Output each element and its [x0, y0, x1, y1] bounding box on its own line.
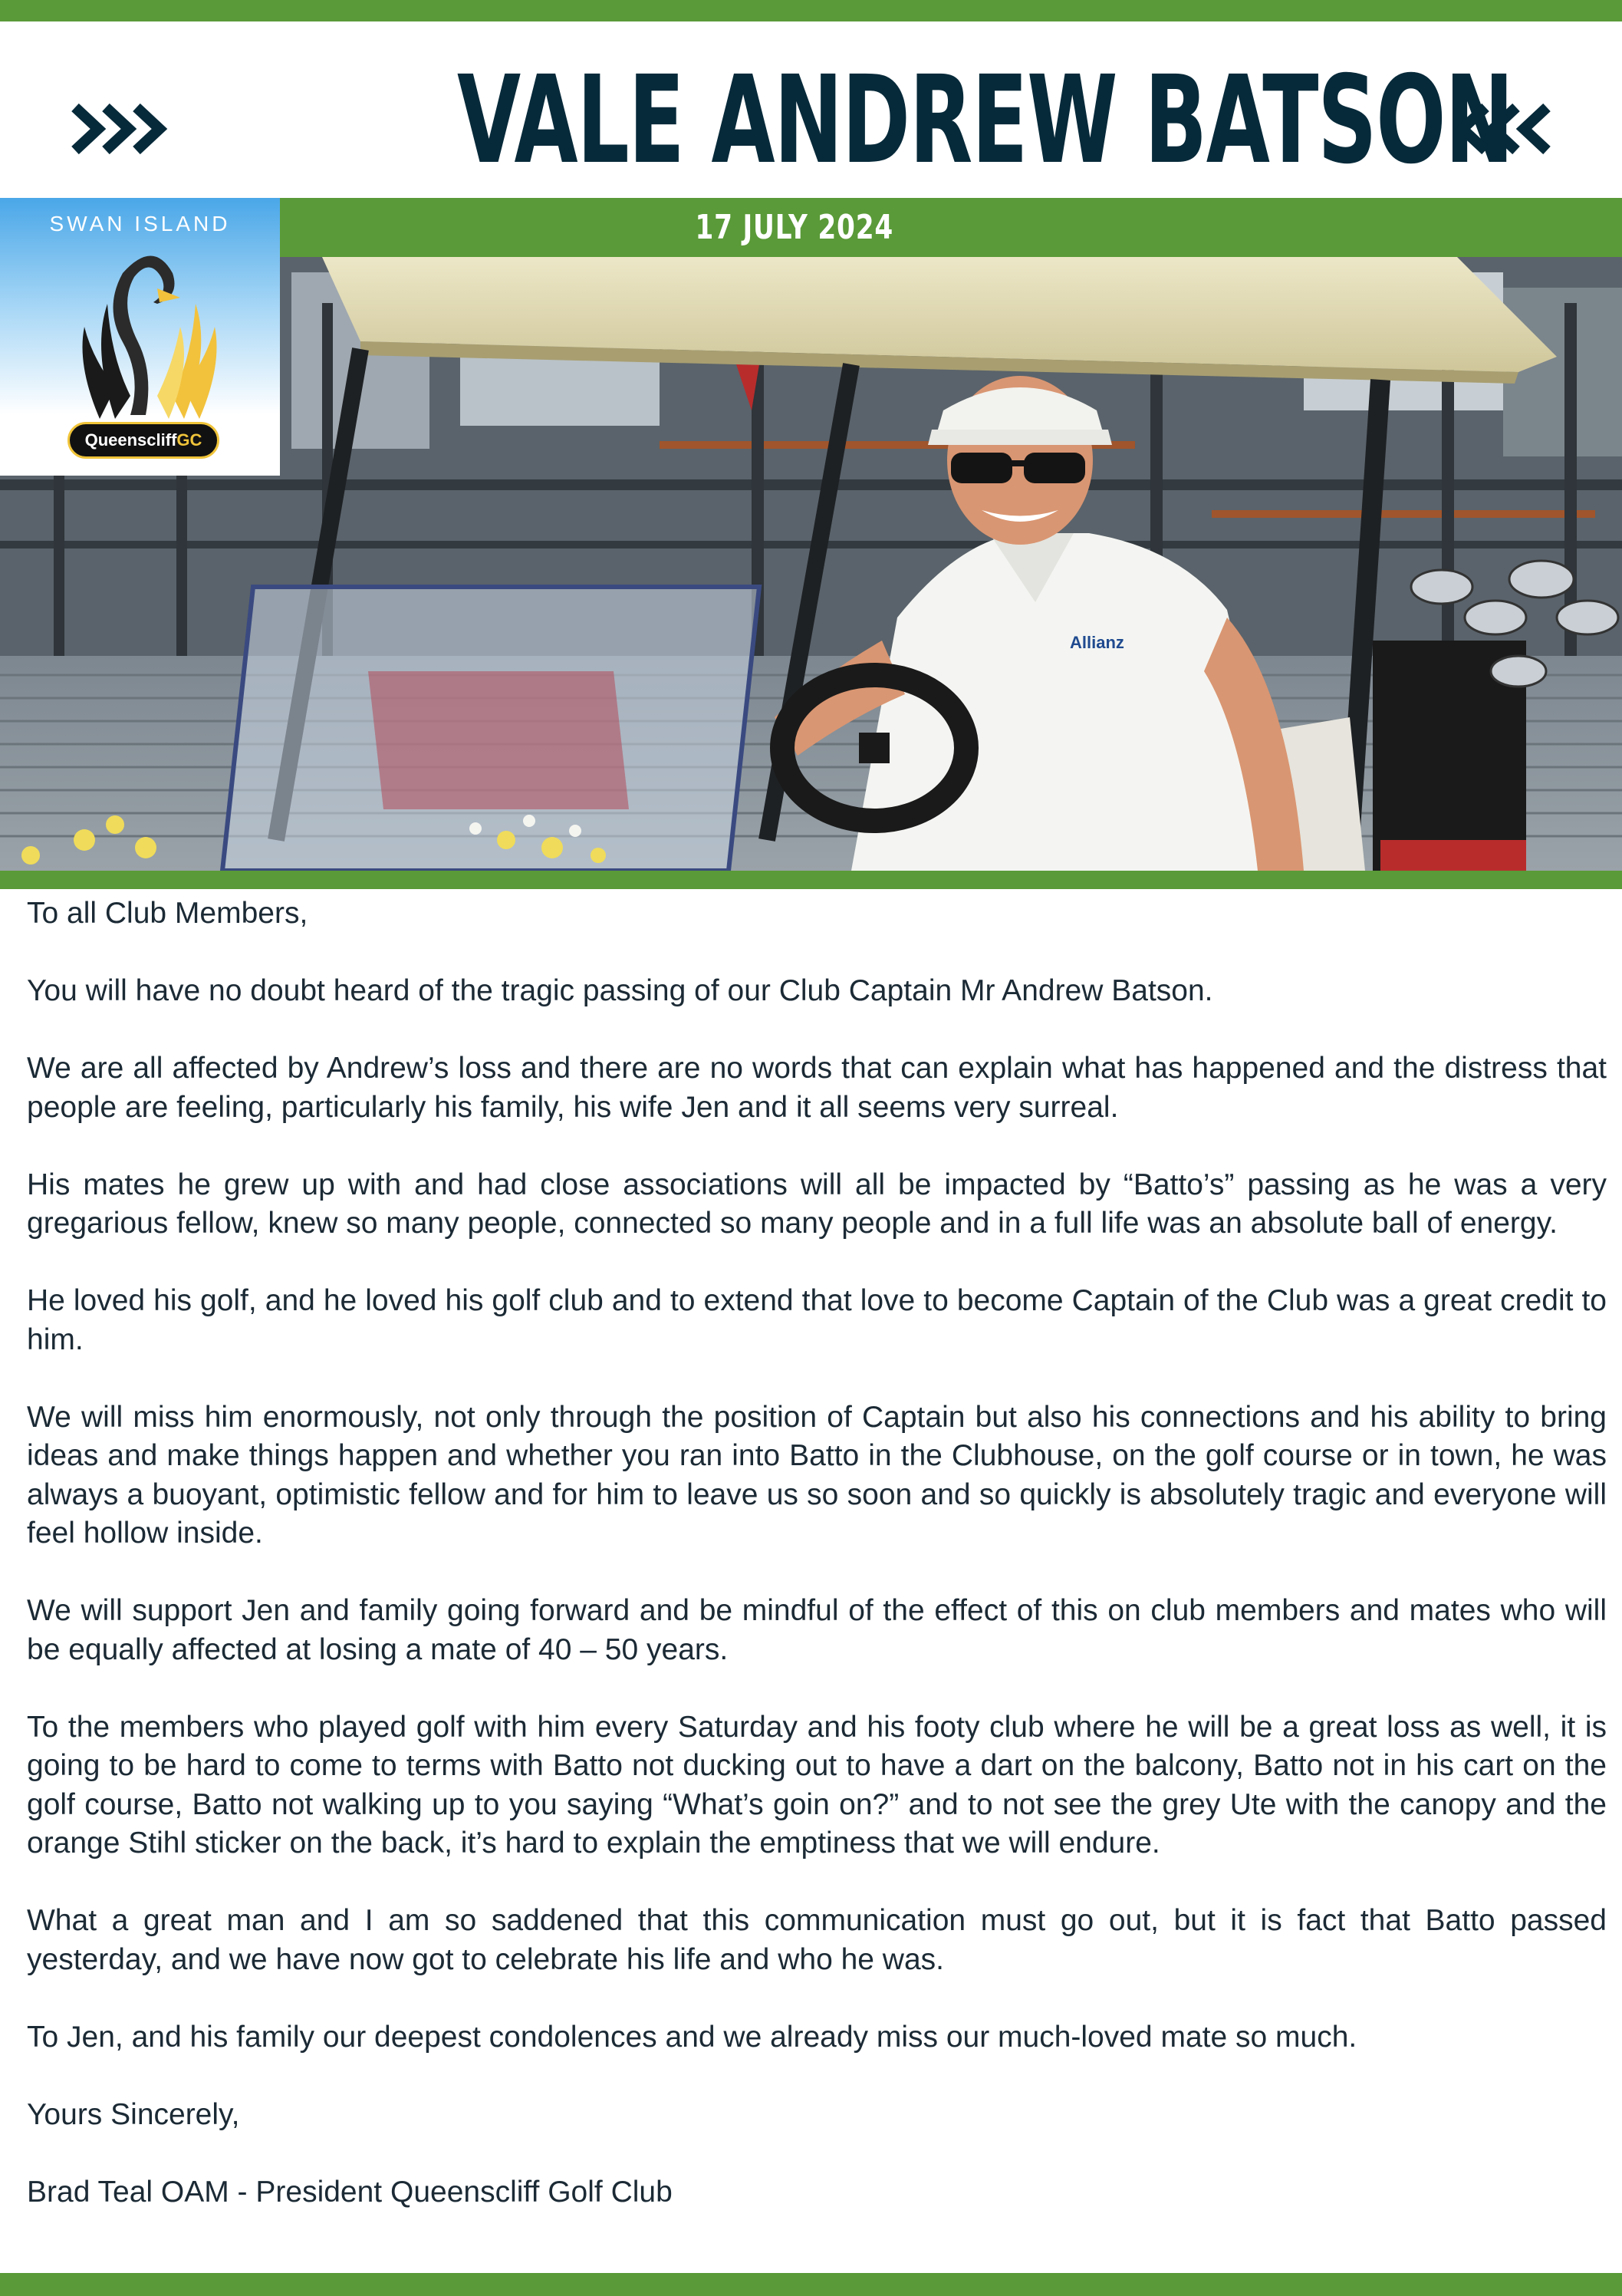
letter-closing: Yours Sincerely, — [27, 2097, 240, 2131]
letter-body — [27, 894, 1607, 2251]
logo-top-text: SWAN ISLAND — [49, 212, 231, 236]
letter-paragraph: We are all affected by Andrew’s loss and there are no words that can explain what has happened and the distress that people are feeling, particularly his family, his wife Jen and it all seems very surreal. — [27, 1052, 1607, 1124]
triple-chevron-left-icon — [1453, 98, 1553, 160]
letter-greeting: To all Club Members, — [27, 897, 308, 930]
bottom-accent-bar — [0, 2273, 1622, 2296]
club-logo — [0, 198, 280, 476]
letter-paragraph: We will support Jen and family going forward and be mindful of the effect of this on club members and mates who will be equally affected at losing a mate of 40 – 50 years. — [27, 1594, 1607, 1666]
letter-paragraph: We will miss him enormously, not only through the position of Captain but also his connections and his ability to bring ideas and make things happen and whether you ran into Batto in the Clubhouse, on the golf course or in town, he was always a buoyant, optimistic fellow and for him to leave us so soon and so quickly is absolutely tragic and everyone will feel hollow inside. — [27, 1400, 1607, 1550]
letter-signature: Brad Teal OAM - President Queenscliff Golf Club — [27, 2175, 673, 2209]
letter-paragraph: He loved his golf, and he loved his golf club and to extend that love to become Captain of the Club was a great credit to him. — [27, 1284, 1607, 1356]
triple-chevron-right-icon — [69, 98, 169, 160]
page-title: VALE ANDREW BATSON — [457, 50, 1513, 191]
letter-paragraph: To the members who played golf with him every Saturday and his footy club where he will be a great loss as well, it is going to be hard to come to terms with Batto not ducking out to have a dart on the balcony, Batto not in his cart on the golf course, Batto not walking up to you saying “What’s goin on?” and to not see the grey Ute with the canopy and the orange Stihl sticker on the back, it’s hard to explain the emptiness that we will endure. — [27, 1710, 1607, 1860]
top-accent-bar — [0, 0, 1622, 21]
letter-paragraph: What a great man and I am so saddened that this communication must go out, but it is fact that Batto passed yesterday, and we have now got to celebrate his life and who he was. — [27, 1904, 1607, 1976]
logo-badge — [67, 422, 219, 459]
date-label: 17 JULY 2024 — [695, 208, 894, 247]
logo-badge-suffix: GC — [176, 430, 202, 450]
letter-paragraph: You will have no doubt heard of the tragic passing of our Club Captain Mr Andrew Batson. — [27, 974, 1213, 1007]
date-banner — [280, 198, 1622, 257]
letter-paragraph: His mates he grew up with and had close associations will all be impacted by “Batto’s” passing as he was a very gregarious fellow, knew so many people, connected so many people and in a full life was an absolute ball of energy. — [27, 1168, 1607, 1240]
letter-paragraph: To Jen, and his family our deepest condolences and we already miss our much-loved mate so much. — [27, 2020, 1357, 2054]
swan-logo-icon — [46, 242, 238, 427]
photo-bottom-stripe — [0, 871, 1622, 889]
shirt-logo-text: Allianz — [1070, 633, 1124, 652]
logo-badge-name: Queenscliff — [84, 430, 177, 450]
